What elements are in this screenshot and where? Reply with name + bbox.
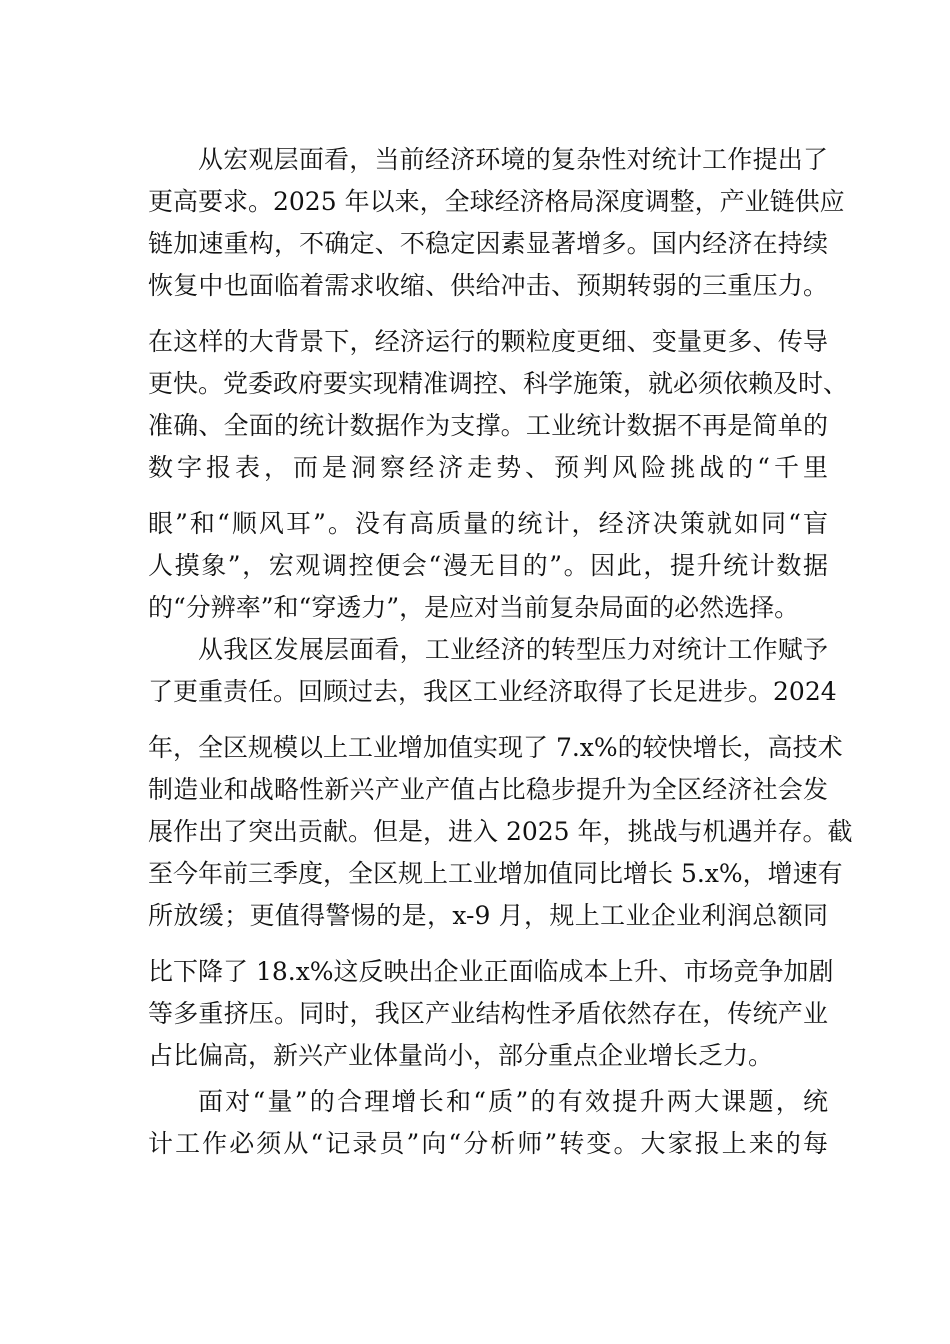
paragraph-line: 面对“量”的合理增长和“质”的有效提升两大课题，统: [198, 1087, 828, 1116]
paragraph-line: 从我区发展层面看，工业经济的转型压力对统计工作赋予: [198, 635, 828, 664]
paragraph-line: 更高要求。2025 年以来，全球经济格局深度调整，产业链供应: [148, 187, 845, 216]
paragraph-line: 在这样的大背景下，经济运行的颗粒度更细、变量更多、传导: [148, 327, 828, 356]
paragraph-line: 从宏观层面看，当前经济环境的复杂性对统计工作提出了: [198, 145, 828, 174]
paragraph-line: 更快。党委政府要实现精准调控、科学施策，就必须依赖及时、: [148, 369, 849, 398]
paragraph-line: 年，全区规模以上工业增加值实现了 7.x%的较快增长，高技术: [148, 733, 843, 762]
paragraph-line: 数字报表，而是洞察经济走势、预判风险挑战的“千里: [148, 453, 828, 482]
paragraph-line: 比下降了 18.x%这反映出企业正面临成本上升、市场竞争加剧: [148, 957, 834, 986]
paragraph-line: 所放缓；更值得警惕的是，x-9 月，规上工业企业利润总额同: [148, 901, 828, 930]
paragraph-line: 了更重责任。回顾过去，我区工业经济取得了长足进步。2024: [148, 677, 837, 706]
paragraph-line: 链加速重构，不确定、不稳定因素显著增多。国内经济在持续: [148, 229, 828, 258]
paragraph-line: 制造业和战略性新兴产业产值占比稳步提升为全区经济社会发: [148, 775, 828, 804]
paragraph-line: 眼”和“顺风耳”。没有高质量的统计，经济决策就如同“盲: [148, 509, 828, 538]
paragraph-line: 恢复中也面临着需求收缩、供给冲击、预期转弱的三重压力。: [148, 271, 828, 300]
paragraph-line: 等多重挤压。同时，我区产业结构性矛盾依然存在，传统产业: [148, 999, 828, 1028]
paragraph-line: 展作出了突出贡献。但是，进入 2025 年，挑战与机遇并存。截: [148, 817, 853, 846]
paragraph-line: 人摸象”，宏观调控便会“漫无目的”。因此，提升统计数据: [148, 551, 828, 580]
paragraph-line: 的“分辨率”和“穿透力”，是应对当前复杂局面的必然选择。: [148, 593, 800, 622]
paragraph-line: 计工作必须从“记录员”向“分析师”转变。大家报上来的每: [148, 1129, 828, 1158]
paragraph-line: 准确、全面的统计数据作为支撑。工业统计数据不再是简单的: [148, 411, 828, 440]
paragraph-line: 至今年前三季度，全区规上工业增加值同比增长 5.x%，增速有: [148, 859, 843, 888]
paragraph-line: 占比偏高，新兴产业体量尚小，部分重点企业增长乏力。: [148, 1041, 774, 1070]
